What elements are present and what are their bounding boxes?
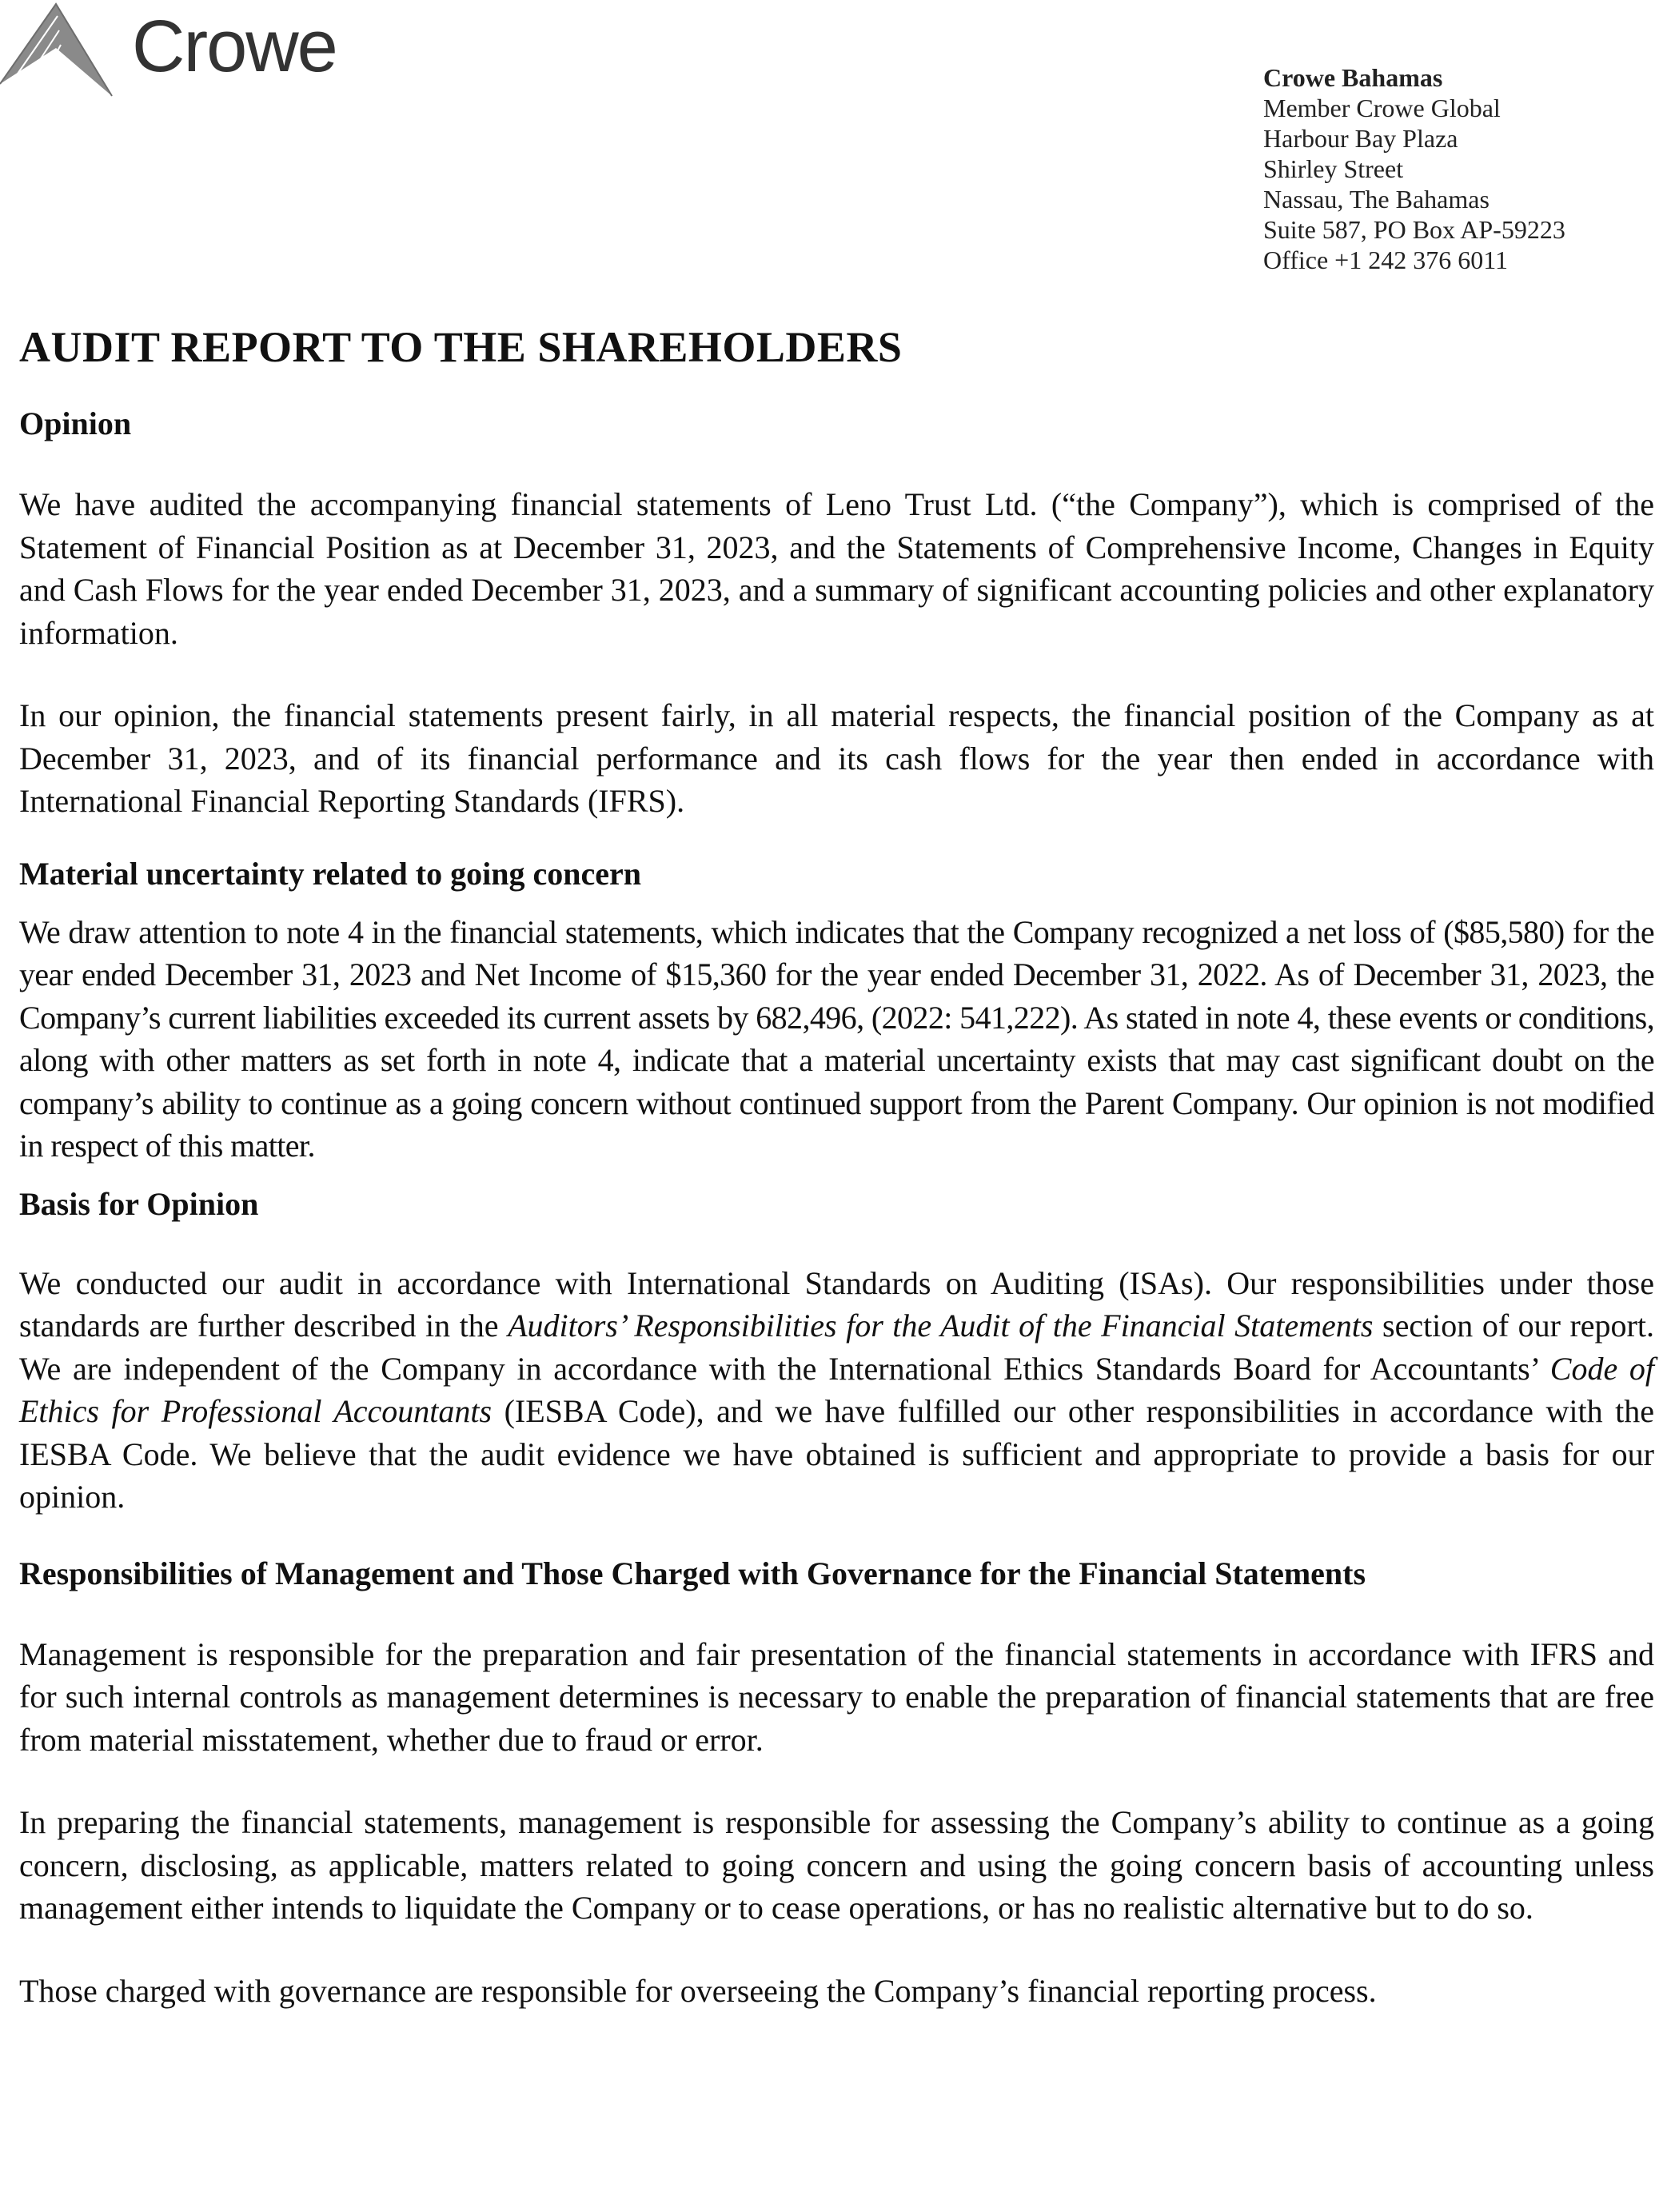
report-title: AUDIT REPORT TO THE SHAREHOLDERS — [19, 323, 903, 371]
basis-italic-2: Code of Ethics for Professional Accountants — [19, 1350, 1654, 1430]
responsibilities-paragraph-3: Those charged with governance are responsible for overseeing the Company’s financial reporting process. — [19, 1972, 1377, 2009]
basis-italic-1: Auditors’ Responsibilities for the Audit of the Financial Statements — [508, 1308, 1374, 1344]
responsibilities-section — [19, 1555, 1654, 2013]
firm-address-block — [1263, 62, 1565, 275]
opinion-paragraph-2: In our opinion, the financial statements present fairly, in all material respects, the financial position of the Company as at December 31, 2023, and of its financial performance and its cash flows for the year then ended in accordance with International Financial Reporting Standards (IFRS). — [19, 697, 1654, 820]
opinion-section — [19, 405, 1654, 823]
address-line: Office +1 242 376 6011 — [1263, 246, 1508, 274]
address-line: Harbour Bay Plaza — [1263, 124, 1458, 153]
basis-text-1: We conducted our audit in accordance with International Standards on Auditing (ISAs). Our responsibilities under those standards are further described in the — [19, 1264, 1654, 1344]
responsibilities-paragraph-1: Management is responsible for the preparation and fair presentation of the financial statements in accordance with IFRS and for such internal controls as management determines is necessary to enable the preparation of financial statements that are free from material misstatement, whether due to fraud or error. — [19, 1635, 1654, 1758]
basis-text-2: section of our report. We are independent of the Company in accordance with the International Ethics Standards Board for Accountants’ — [19, 1308, 1654, 1387]
address-line: Member Crowe Global — [1263, 94, 1501, 122]
opinion-paragraph-1: We have audited the accompanying financial statements of Leno Trust Ltd. (“the Company”), which is comprised of the Statement of Financial Position as at December 31, 2023, and the Statements of Comprehensive Income, Changes in Equity and Cash Flows for the year ended December 31, 2023, and a summary of significant accounting policies and other explanatory information. — [19, 486, 1654, 651]
crowe-logo — [0, 0, 368, 104]
opinion-heading: Opinion — [19, 405, 132, 442]
logo-wordmark: Crowe — [132, 6, 337, 87]
report-body — [19, 324, 1654, 2012]
responsibilities-heading: Responsibilities of Management and Those Charged with Governance for the Financial Statements — [19, 1555, 1366, 1591]
basis-section — [19, 1185, 1654, 1519]
going-concern-section — [19, 855, 1654, 1168]
going-concern-heading: Material uncertainty related to going concern — [19, 855, 641, 892]
basis-paragraph — [19, 1262, 1654, 1519]
address-line: Suite 587, PO Box AP-59223 — [1263, 215, 1565, 244]
crowe-mountain-icon — [0, 0, 128, 104]
address-line: Shirley Street — [1263, 154, 1404, 183]
going-concern-paragraph: We draw attention to note 4 in the financial statements, which indicates that the Company recognized a net loss of ($85,580) for the year ended December 31, 2023 and Net Income of $15,360 for the year ended December 31, 2022. As of December 31, 2023, the Company’s current liabilities exceeded its current assets by 682,496, (2022: 541,222). As stated in note 4, these events or conditions, along with other matters as set forth in note 4, indicate that a material uncertainty exists that may cast significant doubt on the company’s ability to continue as a going concern without continued support from the Parent Company. Our opinion is not modified in respect of this matter. — [19, 913, 1654, 1164]
firm-name: Crowe Bahamas — [1263, 63, 1443, 92]
basis-text-3: (IESBA Code), and we have fulfilled our other responsibilities in accordance with the IESBA Code. We believe that the audit evidence we have obtained is sufficient and appropriate to provide a basis for our opinion. — [19, 1393, 1654, 1515]
address-line: Nassau, The Bahamas — [1263, 185, 1490, 214]
responsibilities-paragraph-2: In preparing the financial statements, management is responsible for assessing the Company’s ability to continue as a going concern, disclosing, as applicable, matters related to going concern and using the going concern basis of accounting unless management either intends to liquidate the Company or to cease operations, or has no realistic alternative but to do so. — [19, 1804, 1654, 1927]
basis-heading: Basis for Opinion — [19, 1185, 259, 1222]
